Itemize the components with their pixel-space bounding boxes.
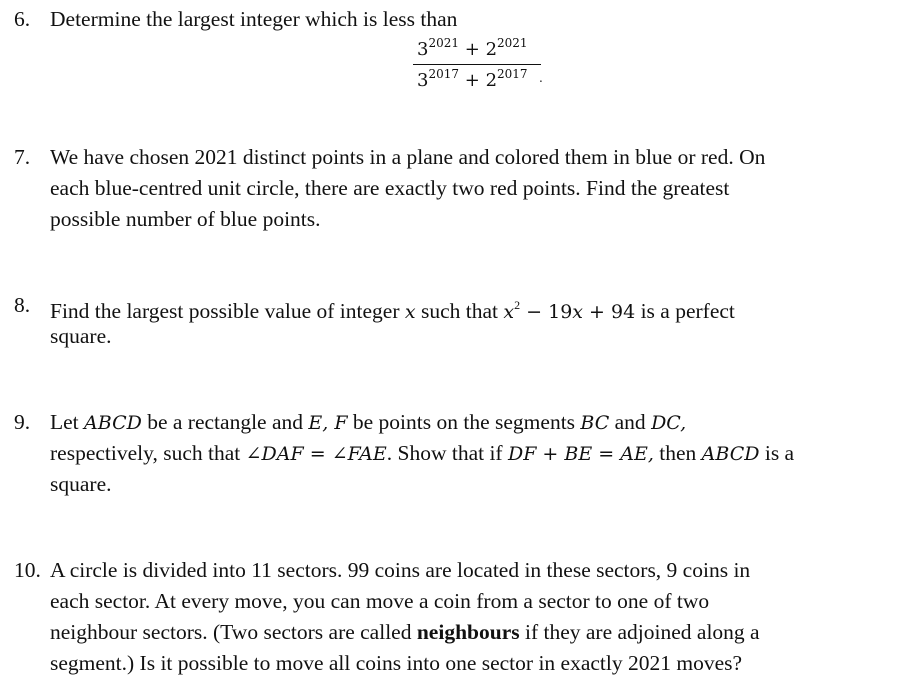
problem-number: 7. — [14, 145, 31, 169]
fraction-period: . — [539, 71, 543, 85]
problem-line: segment.) Is it possible to move all coins into one sector in exactly 2021 moves? — [50, 651, 743, 675]
problem-line: each blue-centred unit circle, there are exactly two red points. Find the greatest — [50, 176, 730, 200]
problem-line: A circle is divided into 11 sectors. 99 coins are located in these sectors, 9 coins in — [50, 558, 751, 582]
fraction-numerator: $3^{2021} + 2^{2021}$ — [417, 36, 528, 60]
problem-number: 6. — [14, 7, 31, 31]
problem-line: each sector. At every move, you can move a coin from a sector to one of two — [50, 589, 710, 613]
problem-number: 9. — [14, 410, 31, 434]
fraction-denominator: $3^{2017} + 2^{2017}$ — [417, 67, 528, 91]
problem-line: respectively, such that ∠DAF = ∠FAE. Show that if DF + BE = AE, then ABCD is a — [50, 441, 795, 465]
problem-line: square. — [50, 472, 112, 496]
problem-number: 10. — [14, 558, 41, 582]
problem-line: Let ABCD be a rectangle and E, F be points on the segments BC and DC, — [50, 410, 687, 434]
problem-text: Determine the largest integer which is less than — [50, 7, 458, 31]
problem-line: Find the largest possible value of integer x such that $x^2 - 19x + 94$ is a perfect — [50, 298, 735, 323]
problem-line: square. — [50, 324, 112, 348]
problem-number: 8. — [14, 293, 31, 317]
problem-line: possible number of blue points. — [50, 207, 321, 231]
problem-line: We have chosen 2021 distinct points in a plane and colored them in blue or red. On — [50, 145, 766, 169]
problem-line: neighbour sectors. (Two sectors are called neighbours if they are adjoined along a — [50, 620, 760, 644]
bold-term: neighbours — [416, 620, 520, 644]
fraction-bar — [413, 64, 541, 65]
